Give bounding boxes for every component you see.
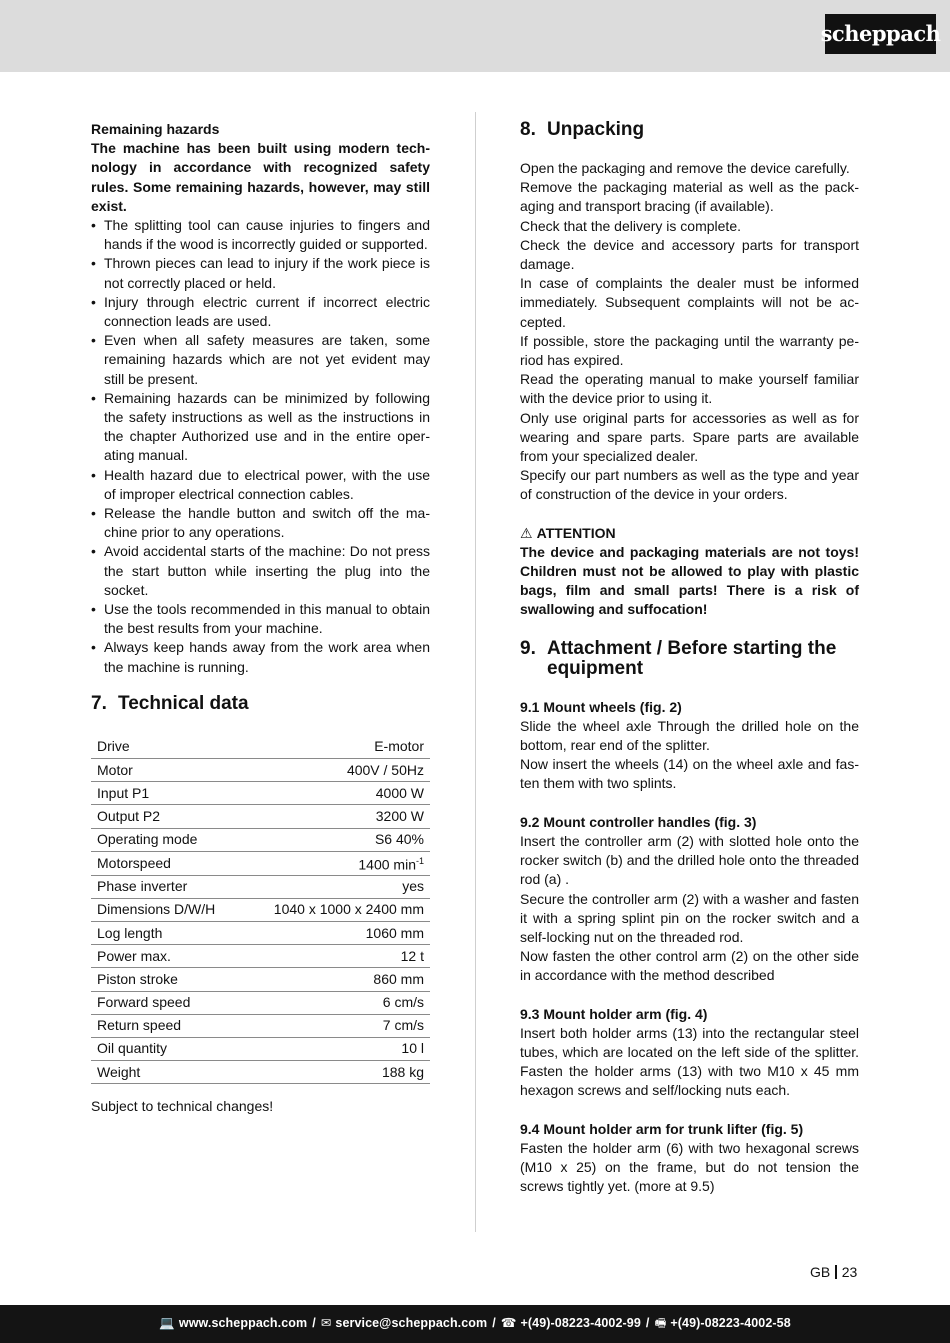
spec-value-text: 400V / 50Hz: [346, 761, 424, 778]
paragraph: Check that the delivery is complete.: [520, 217, 741, 234]
section-heading-attachment: [520, 639, 859, 679]
spec-value-text: 860 mm: [373, 970, 424, 987]
spec-label: Power max.: [91, 945, 242, 968]
subsection-title: 9.1 Mount wheels (fig. 2): [520, 698, 682, 715]
spec-value-text: 1040 x 1000 x 2400 mm: [273, 901, 424, 918]
column-divider: [475, 112, 476, 1232]
spec-value-text: 10 l: [401, 1040, 424, 1057]
spec-value: [242, 875, 430, 898]
spec-label: Forward speed: [91, 991, 242, 1014]
paragraph: Secure the controller arm (2) with a washer and fasten it with a spring splint pin on the rocker switch and a self-locking nut on the threaded rod.: [520, 890, 859, 945]
spec-label: Phase inverter: [91, 875, 242, 898]
list-item: • Health hazard due to electrical power, with the use of improper electrical connection cables.: [91, 466, 430, 504]
spacer: [520, 986, 859, 1005]
table-row: [91, 828, 430, 851]
left-column: [91, 120, 430, 1117]
section-title: Technical data: [118, 692, 249, 714]
spacer: [520, 1101, 859, 1120]
spec-label: Dimensions D/W/H: [91, 898, 242, 921]
table-row: [91, 968, 430, 991]
footer-phone: +(49)-08223-4002-99: [520, 1316, 641, 1331]
page-number-value: 23: [841, 1264, 858, 1280]
table-row: [91, 736, 430, 759]
spec-value-text: yes: [402, 878, 424, 895]
paragraph: Now insert the wheels (14) on the wheel axle and fasten them with two splints.: [520, 756, 859, 792]
spec-value-text: 4000 W: [375, 784, 424, 801]
table-row: [91, 759, 430, 782]
paragraph: Insert the controller arm (2) with slotted hole onto the rocker switch (b) and the drilled hole onto the threaded rod (a) .: [520, 832, 859, 888]
technical-note: Subject to technical changes!: [91, 1098, 274, 1115]
spec-label: Motor: [91, 759, 242, 782]
spec-value-text: 6 cm/s: [382, 994, 424, 1011]
section-number: 7.: [91, 692, 107, 714]
paragraph: Fasten the holder arm (6) with two hexagonal screws (M10 x 25) on the frame, but do not tension the screws tightly yet. (more at 9.5): [520, 1139, 859, 1195]
attention-label: ATTENTION: [536, 524, 616, 541]
spec-value-text: 3200 W: [375, 807, 424, 824]
right-column: [520, 120, 859, 1196]
spec-value: [242, 898, 430, 921]
table-row: [91, 805, 430, 828]
spec-value: [242, 759, 430, 782]
spec-value-superscript: -1: [415, 855, 424, 866]
spec-label: Return speed: [91, 1014, 242, 1037]
table-row: [91, 922, 430, 945]
list-item: • Thrown pieces can lead to injury if the work piece is not correctly placed or held.: [91, 254, 430, 292]
spec-value: [242, 968, 430, 991]
spec-value: [242, 736, 430, 759]
spec-value: [242, 1014, 430, 1037]
table-row: [91, 1014, 430, 1037]
spec-label: Drive: [91, 736, 242, 759]
header-band: [0, 0, 950, 72]
spec-value: [242, 945, 430, 968]
table-row: [91, 898, 430, 921]
section-title: Attachment / Before starting the equipment: [547, 637, 837, 679]
spec-value-text: E-motor: [374, 738, 424, 755]
spec-value-text: S6 40%: [374, 831, 424, 848]
paragraph: In case of complaints the dealer must be informed immediately. Subsequent complaints will not be accepted.: [520, 275, 859, 330]
paragraph: Remove the packaging material as well as the packaging and transport bracing (if available).: [520, 179, 859, 215]
list-item: • Use the tools recommended in this manual to obtain the best results from your machine.: [91, 600, 430, 638]
phone-icon: ☎: [500, 1316, 517, 1331]
spacer: [520, 620, 859, 639]
page-lang: GB: [810, 1264, 831, 1280]
spec-value: [242, 851, 430, 875]
table-row: [91, 851, 430, 875]
spec-value: [242, 828, 430, 851]
paragraph: Slide the wheel axle Through the drilled hole on the bottom, rear end of the splitter.: [520, 717, 859, 754]
footer-email-link[interactable]: service@scheppach.com: [335, 1316, 488, 1331]
section-number: 8.: [520, 119, 536, 140]
list-item: • Always keep hands away from the work area when the machine is running.: [91, 638, 430, 676]
spec-label: Input P1: [91, 782, 242, 805]
spec-value: [242, 1038, 430, 1061]
spec-value-text: 12 t: [400, 947, 424, 964]
spec-label: Weight: [91, 1061, 242, 1084]
footer-web-link[interactable]: www.scheppach.com: [178, 1316, 308, 1331]
brand-logo: [820, 14, 941, 54]
subsection-title: 9.4 Mount holder arm for trunk lifter (fig. 5): [520, 1120, 804, 1137]
list-item: • The splitting tool can cause injuries to fingers and hands if the wood is incorrectly guided or supported.: [91, 216, 430, 254]
fax-icon: 🖷: [654, 1316, 667, 1331]
list-item: • Even when all safety measures are taken, some remaining hazards which are not yet evident may still be present.: [91, 331, 430, 389]
spec-value: [242, 922, 430, 945]
section-number: 9.: [520, 637, 536, 659]
paragraph: If possible, store the packaging until the warranty period has expired.: [520, 332, 859, 369]
spec-value-text: 1060 mm: [365, 924, 424, 941]
paragraph: Only use original parts for accessories as well as for wearing and spare parts. Spare parts are available from your specialized dealer.: [520, 409, 859, 465]
brand-logo-text: scheppach: [820, 21, 941, 47]
spec-label: Piston stroke: [91, 968, 242, 991]
technical-data-table: [91, 736, 430, 1084]
paragraph: Now fasten the other control arm (2) on the other side in accordance with the method described: [520, 948, 859, 984]
subsection-title: 9.3 Mount holder arm (fig. 4): [520, 1005, 708, 1022]
table-row: [91, 1061, 430, 1084]
hazards-title: Remaining hazards: [91, 121, 220, 137]
paragraph: Read the operating manual to make yourself familiar with the device prior to using it.: [520, 371, 859, 407]
list-item: • Injury through electric current if incorrect electric connection leads are used.: [91, 293, 430, 331]
attention-text: The device and packaging materials are not toys! Children must not be allowed to play with plastic bags, film and small parts! There is a risk of swallowing and suffocation!: [520, 543, 859, 618]
footer-band: [0, 1305, 950, 1343]
section-title: Unpacking: [547, 119, 645, 140]
table-row: [91, 782, 430, 805]
page-number: [810, 1263, 857, 1282]
computer-icon: 💻: [159, 1316, 175, 1331]
table-row: [91, 945, 430, 968]
attention-heading: [520, 524, 859, 543]
footer-separator: /: [492, 1316, 496, 1331]
warning-triangle-icon: ⚠: [520, 524, 533, 541]
paragraph: Open the packaging and remove the device carefully.: [520, 160, 850, 176]
spec-value: [242, 1061, 430, 1084]
list-item: • Release the handle button and switch off the machine prior to any operations.: [91, 504, 430, 542]
spec-value: [242, 805, 430, 828]
section-heading-technical-data: [91, 694, 430, 714]
paragraph: Insert both holder arms (13) into the rectangular steel tubes, which are located on the left side of the splitter. Fasten the holder arms (13) with two M10 x 45 mm hexagon screws and self/locking nuts each.: [520, 1024, 859, 1099]
spec-label: Output P2: [91, 805, 242, 828]
hazards-intro: The machine has been built using modern technology in accordance with recognized safety rules. Some remaining hazards, however, may still exist.: [91, 140, 430, 214]
spacer: [520, 794, 859, 813]
footer-separator: /: [312, 1316, 316, 1331]
spec-value: [242, 991, 430, 1014]
hazards-list: [91, 216, 430, 677]
table-row: [91, 991, 430, 1014]
footer-fax: +(49)-08223-4002-58: [670, 1316, 791, 1331]
spec-value-text: 188 kg: [381, 1063, 424, 1080]
paragraph: Specify our part numbers as well as the type and year of construction of the device in your orders.: [520, 467, 859, 503]
spacer: [520, 505, 859, 524]
section-heading-unpacking: [520, 120, 859, 140]
subsection-title: 9.2 Mount controller handles (fig. 3): [520, 813, 757, 830]
spec-label: Motorspeed: [91, 851, 242, 875]
list-item: • Remaining hazards can be minimized by following the safety instructions as well as the instructions in the chapter Authorized use and in the entire operating manual.: [91, 389, 430, 466]
footer-separator: /: [645, 1316, 650, 1331]
spec-value-text: 7 cm/s: [382, 1017, 424, 1034]
table-row: [91, 1038, 430, 1061]
spec-label: Log length: [91, 922, 242, 945]
spec-label: Oil quantity: [91, 1038, 242, 1061]
spec-label: Operating mode: [91, 828, 242, 851]
spec-value-text: 1400 min: [358, 856, 416, 873]
paragraph: Check the device and accessory parts for transport damage.: [520, 236, 859, 273]
page-separator: [835, 1265, 837, 1279]
spec-value: [242, 782, 430, 805]
mail-icon: ✉: [320, 1316, 332, 1331]
table-row: [91, 875, 430, 898]
list-item: • Avoid accidental starts of the machine: Do not press the start button while inserting the plug into the socket.: [91, 542, 430, 600]
